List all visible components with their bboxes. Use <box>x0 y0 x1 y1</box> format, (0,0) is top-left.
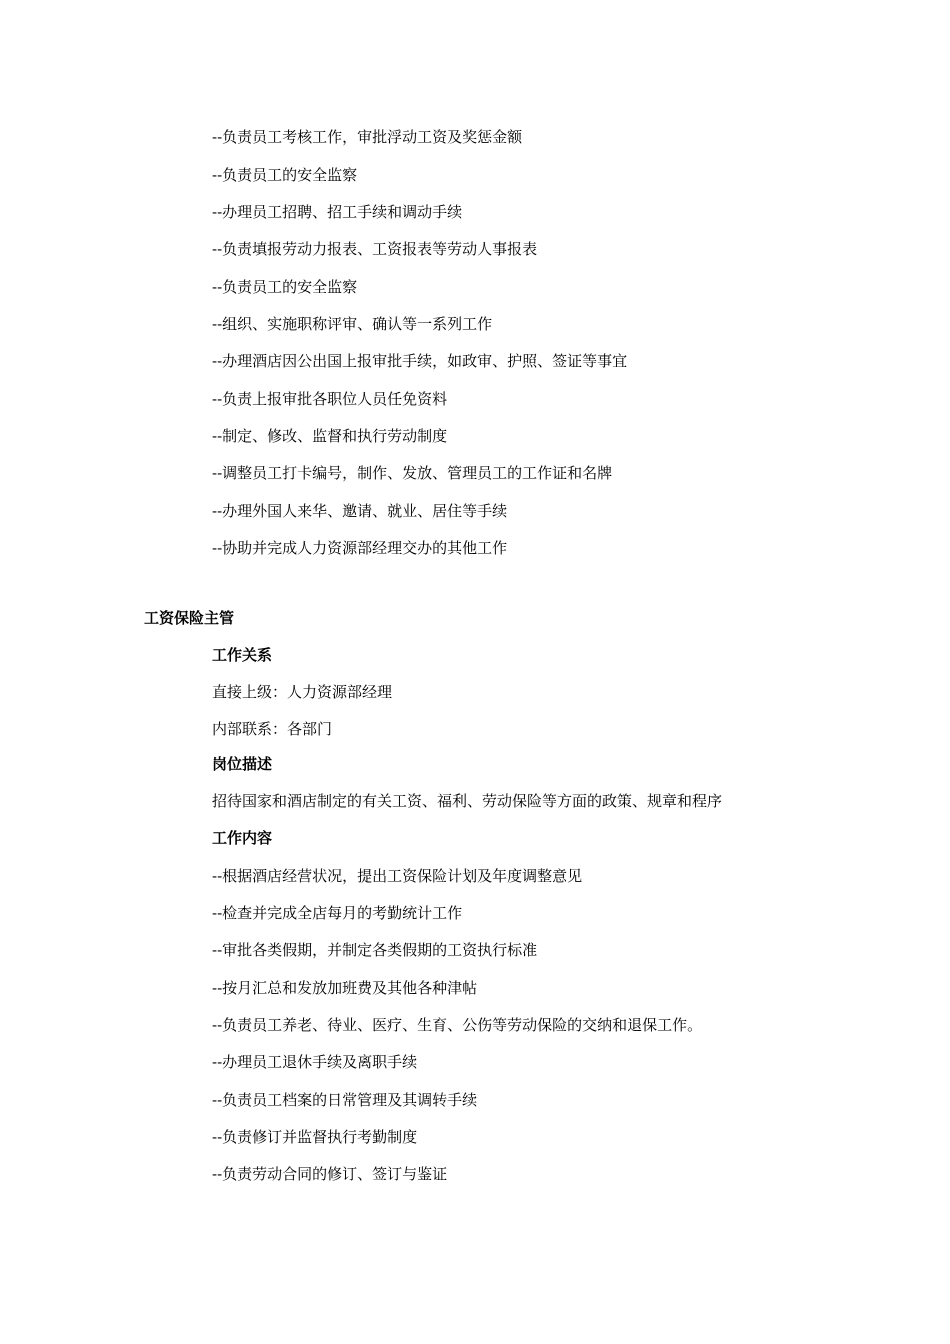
duty-item: --负责员工考核工作，审批浮动工资及奖惩金额 <box>212 128 523 146</box>
duty-item: --负责劳动合同的修订、签订与鉴证 <box>212 1165 448 1183</box>
duty-item: --负责上报审批各职位人员任免资料 <box>212 390 448 408</box>
job-description-heading: 岗位描述 <box>212 755 273 773</box>
duty-item: --负责填报劳动力报表、工资报表等劳动人事报表 <box>212 240 538 258</box>
duty-item: --办理酒店因公出国上报审批手续，如政审、护照、签证等事宜 <box>212 352 628 370</box>
duty-item: --调整员工打卡编号，制作、发放、管理员工的工作证和名牌 <box>212 464 613 482</box>
position-title: 工资保险主管 <box>144 609 235 627</box>
duty-item: --检查并完成全店每月的考勤统计工作 <box>212 904 463 922</box>
duty-item: --办理员工招聘、招工手续和调动手续 <box>212 203 463 221</box>
direct-superior: 直接上级：人力资源部经理 <box>212 683 393 701</box>
work-content-heading: 工作内容 <box>212 829 273 847</box>
duty-item: --协助并完成人力资源部经理交办的其他工作 <box>212 539 508 557</box>
duty-item: --负责员工的安全监察 <box>212 278 358 296</box>
duty-item: --审批各类假期，并制定各类假期的工资执行标准 <box>212 941 538 959</box>
duty-item: --负责修订并监督执行考勤制度 <box>212 1128 418 1146</box>
duty-item: --负责员工的安全监察 <box>212 166 358 184</box>
internal-contact: 内部联系：各部门 <box>212 720 333 738</box>
duty-item: --组织、实施职称评审、确认等一系列工作 <box>212 315 493 333</box>
duty-item: --负责员工养老、待业、医疗、生育、公伤等劳动保险的交纳和退保工作。 <box>212 1016 703 1034</box>
work-relations-heading: 工作关系 <box>212 646 273 664</box>
duty-item: --制定、修改、监督和执行劳动制度 <box>212 427 448 445</box>
duty-item: --办理外国人来华、邀请、就业、居住等手续 <box>212 502 508 520</box>
duty-item: --根据酒店经营状况，提出工资保险计划及年度调整意见 <box>212 867 583 885</box>
duty-item: --办理员工退休手续及离职手续 <box>212 1053 418 1071</box>
job-description: 招待国家和酒店制定的有关工资、福利、劳动保险等方面的政策、规章和程序 <box>212 792 723 810</box>
duty-item: --按月汇总和发放加班费及其他各种津帖 <box>212 979 478 997</box>
duty-item: --负责员工档案的日常管理及其调转手续 <box>212 1091 478 1109</box>
